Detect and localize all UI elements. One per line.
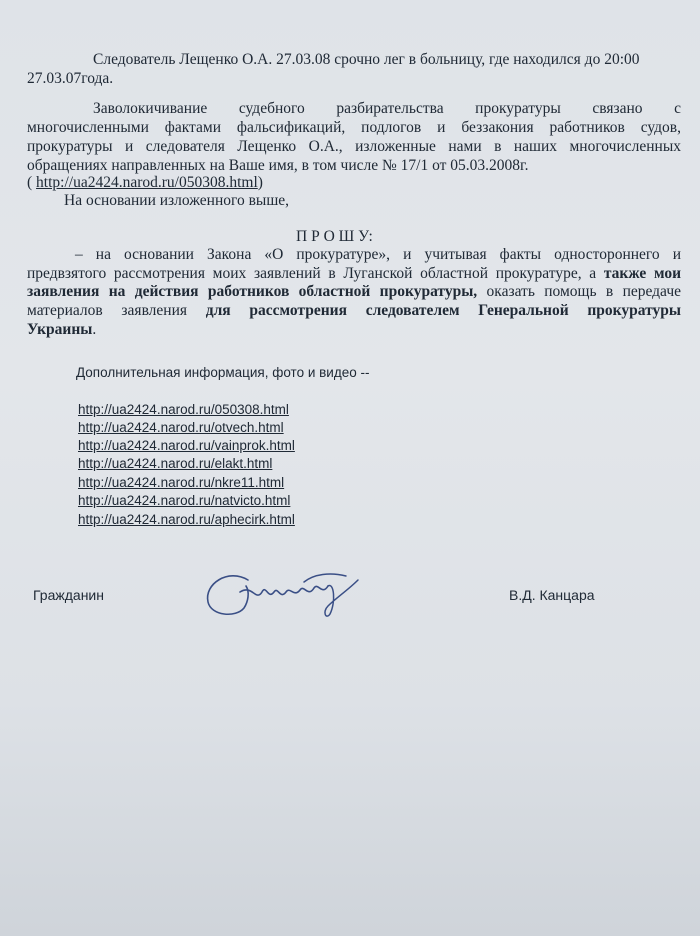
request-line3-bold: заявления на действия работников областной прокуратуры, [27,283,478,300]
request-line4 [27,301,681,320]
request-line2 [27,264,681,283]
para1-line1: Следователь Лещенко О.А. 27.03.08 срочно лег в больницу, где находился до 20:00 [93,51,640,68]
citizen-label: Гражданин [33,587,104,603]
ref-open: ( [27,174,37,191]
signer-name: В.Д. Канцара [509,587,595,603]
request-line2-text: предвзятого рассмотрения моих заявлений в Луганской областной прокуратуре, а [27,265,604,282]
para2-line4: обращениях направленных на Ваше имя, в том числе № 17/1 от 05.03.2008г. [27,157,529,174]
request-line4-bold: для рассмотрения следователем Генеральной прокуратуры [205,302,681,319]
link-5[interactable]: http://ua2424.narod.ru/nkre11.html [78,475,285,490]
para2-line1: Заволокичивание судебного разбирательства прокуратуры связано с [93,100,681,117]
request-line3 [27,282,681,301]
link-1[interactable]: http://ua2424.narod.ru/050308.html [78,402,289,417]
request-heading: П Р О Ш У: [296,228,373,245]
link-3[interactable]: http://ua2424.narod.ru/vainprok.html [78,438,295,453]
para2-line3: прокуратуры и следователя Лещенко О.А., изложенные нами в наших многочисленных [27,138,681,155]
para2-reference [27,173,263,192]
request-line1: – на основании Закона «О прокуратуре», и учитывая факты одностороннего и [75,246,681,263]
request-line5-bold: Украины [27,321,93,338]
link-7[interactable]: http://ua2424.narod.ru/aphecirk.html [78,512,295,527]
para1-line2: 27.03.07года. [27,70,114,87]
request-line2-bold: также мои [603,265,681,282]
request-line5 [27,320,96,339]
link-2[interactable]: http://ua2424.narod.ru/otvech.html [78,420,284,435]
request-line5-text: . [92,321,97,338]
request-line3-text: оказать помощь в передаче [477,283,681,300]
ref-close: ) [257,174,263,191]
link-6[interactable]: http://ua2424.narod.ru/natvicto.html [78,493,291,508]
para2-line2: многочисленными фактами фальсификаций, подлогов и беззакония работников судов, [27,119,681,136]
para3: На основании изложенного выше, [64,192,290,209]
handwritten-signature [196,562,366,622]
additional-info-label: Дополнительная информация, фото и видео -- [76,365,370,380]
ref-link[interactable]: http://ua2424.narod.ru/050308.html [36,174,258,191]
request-line4-text: материалов заявления [27,302,206,319]
link-4[interactable]: http://ua2424.narod.ru/elakt.html [78,456,273,471]
